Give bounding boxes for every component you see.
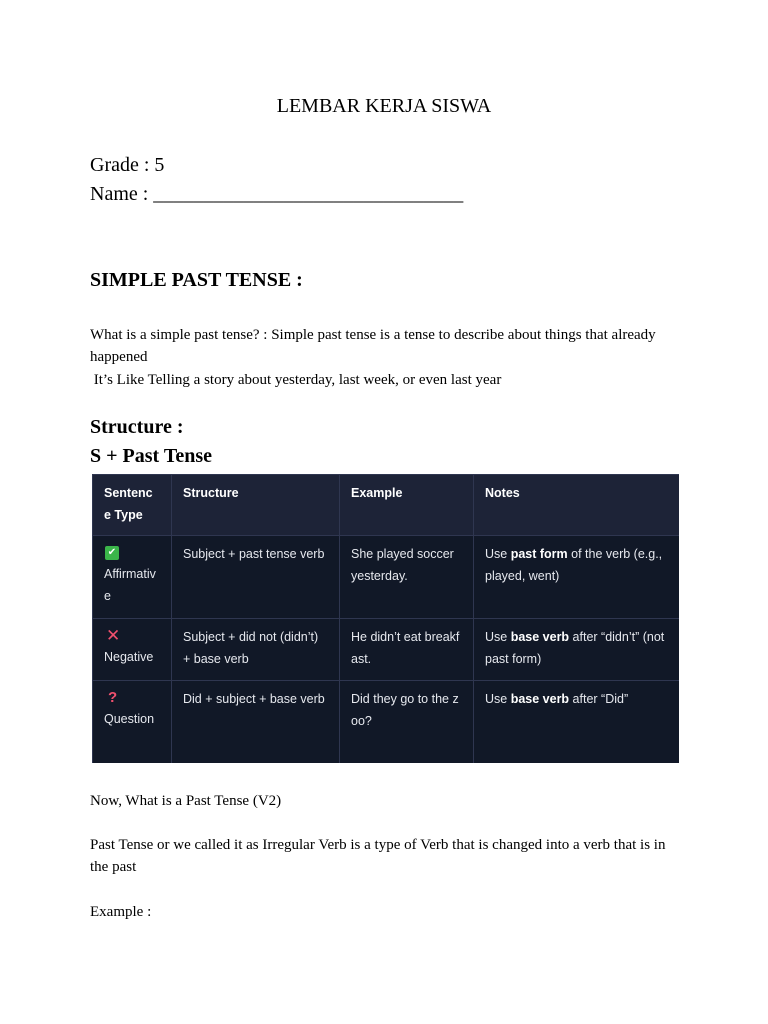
- sentence-type-label: Affirmative: [104, 567, 156, 603]
- notes-text: Use: [485, 692, 511, 706]
- check-mark-icon: ✔: [105, 546, 119, 560]
- name-line: Name : _______________________________: [90, 183, 464, 205]
- sentence-type-cell: [93, 536, 172, 619]
- table-header-row: [93, 475, 680, 536]
- sentence-type-cell: [93, 681, 172, 764]
- grade-line: Grade : 5: [90, 154, 165, 176]
- notes-text: after “didn’t” (not past form): [485, 630, 665, 666]
- notes-text: after “Did”: [569, 692, 629, 706]
- table-row: [93, 681, 680, 764]
- example-cell: He didn’t eat breakfast.: [340, 619, 474, 681]
- formula-heading: S + Past Tense: [90, 445, 212, 467]
- notes-text: of the verb (e.g., played, went): [485, 547, 663, 583]
- notes-cell: [474, 619, 680, 681]
- notes-text: Use: [485, 547, 511, 561]
- header-example: Example: [340, 475, 474, 536]
- grammar-table-image: [92, 474, 679, 763]
- header-notes: Notes: [474, 475, 680, 536]
- cross-mark-icon: ✕: [106, 626, 121, 645]
- notes-cell: [474, 681, 680, 764]
- definition-paragraph: What is a simple past tense? : Simple past tense is a tense to describe about things that already happened: [90, 327, 656, 365]
- notes-bold-text: past form: [510, 547, 568, 561]
- header-sentence-type: Sentence Type: [93, 475, 172, 536]
- question-mark-icon: ?: [108, 689, 118, 706]
- example-label: Example :: [90, 904, 152, 920]
- past-tense-definition: Past Tense or we called it as Irregular Verb is a type of Verb that is changed into a verb that is in the past: [90, 837, 666, 875]
- notes-bold-text: base verb: [510, 630, 570, 644]
- structure-heading: Structure :: [90, 416, 184, 438]
- structure-cell: Did + subject + base verb: [172, 681, 340, 764]
- structure-cell: Subject + did not (didn’t) + base verb: [172, 619, 340, 681]
- page-title: LEMBAR KERJA SISWA: [276, 95, 492, 117]
- table-row: [93, 536, 680, 619]
- notes-cell: [474, 536, 680, 619]
- sentence-type-label: Negative: [104, 650, 154, 664]
- grammar-table: [92, 474, 679, 763]
- example-cell: She played soccer yesterday.: [340, 536, 474, 619]
- example-cell: Did they go to the zoo?: [340, 681, 474, 764]
- sentence-type-label: Question: [104, 712, 155, 726]
- structure-cell: Subject + past tense verb: [172, 536, 340, 619]
- sentence-type-cell: [93, 619, 172, 681]
- past-tense-question: Now, What is a Past Tense (V2): [90, 793, 282, 809]
- notes-bold-text: base verb: [510, 692, 570, 706]
- notes-text: Use: [485, 630, 511, 644]
- table-row: [93, 619, 680, 681]
- header-structure: Structure: [172, 475, 340, 536]
- analogy-paragraph: It’s Like Telling a story about yesterday, last week, or even last year: [90, 372, 502, 388]
- section-heading: SIMPLE PAST TENSE :: [90, 269, 303, 291]
